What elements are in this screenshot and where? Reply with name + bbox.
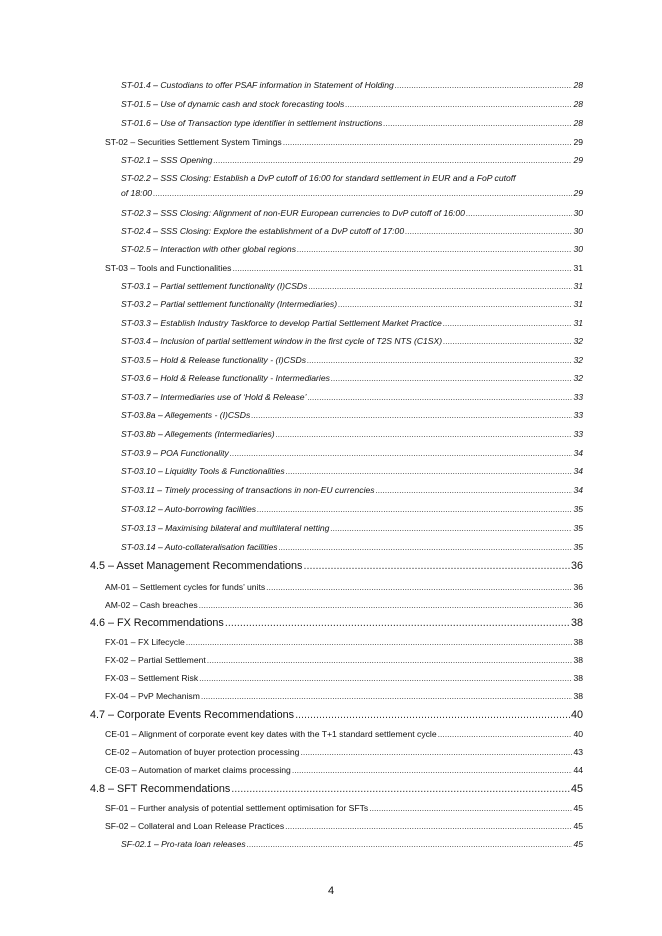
toc-leader bbox=[383, 118, 572, 128]
toc-entry[interactable] bbox=[0, 99, 662, 109]
toc-entry-page: 36 bbox=[570, 560, 583, 572]
toc-entry-page: 38 bbox=[573, 673, 583, 683]
toc-entry-page: 31 bbox=[573, 299, 583, 309]
toc-entry[interactable] bbox=[0, 803, 662, 813]
toc-entry-page: 45 bbox=[573, 821, 583, 831]
toc-entry[interactable] bbox=[0, 80, 662, 90]
toc-entry-title: ST-01.6 – Use of Transaction type identifier in settlement instructions bbox=[121, 118, 383, 128]
toc-entry-page: 33 bbox=[573, 429, 583, 439]
toc-entry-title: ST-03.10 – Liquidity Tools & Functionalities bbox=[121, 466, 285, 476]
toc-entry[interactable] bbox=[0, 208, 662, 218]
toc-entry-title: 4.7 – Corporate Events Recommendations bbox=[90, 709, 295, 721]
toc-entry-title: FX-03 – Settlement Risk bbox=[105, 673, 199, 683]
toc-section-heading[interactable] bbox=[0, 560, 662, 572]
toc-entry-page: 35 bbox=[573, 504, 583, 514]
toc-entry-page: 34 bbox=[573, 466, 583, 476]
toc-entry[interactable] bbox=[0, 226, 662, 236]
toc-leader bbox=[330, 523, 572, 533]
toc-entry-title: ST-03.13 – Maximising bilateral and multilateral netting bbox=[121, 523, 330, 533]
toc-leader bbox=[376, 485, 573, 495]
toc-entry-title: ST-03.8b – Allegements (Intermediaries) bbox=[121, 429, 275, 439]
toc-entry-page: 34 bbox=[573, 485, 583, 495]
toc-entry-title: SF-02.1 – Pro-rata loan releases bbox=[121, 839, 246, 849]
toc-entry[interactable] bbox=[0, 821, 662, 831]
toc-leader bbox=[300, 747, 572, 757]
toc-entry-page: 36 bbox=[573, 600, 583, 610]
toc-entry-page: 40 bbox=[573, 729, 583, 739]
toc-leader bbox=[345, 99, 572, 109]
toc-leader bbox=[207, 655, 573, 665]
toc-leader bbox=[466, 208, 573, 218]
toc-entry[interactable] bbox=[0, 429, 662, 439]
toc-entry-page: 30 bbox=[573, 226, 583, 236]
toc-entry-title: ST-03 – Tools and Functionalities bbox=[105, 263, 232, 273]
toc-entry-page: 29 bbox=[573, 188, 583, 198]
toc-entry-page: 38 bbox=[573, 637, 583, 647]
toc-entry[interactable] bbox=[0, 281, 662, 291]
toc-entry-title: ST-03.8a – Allegements - (I)CSDs bbox=[121, 410, 251, 420]
toc-entry-title: CE-02 – Automation of buyer protection processing bbox=[105, 747, 300, 757]
toc-entry-title: ST-03.6 – Hold & Release functionality - Intermediaries bbox=[121, 373, 330, 383]
toc-entry-title: ST-03.4 – Inclusion of partial settlement window in the first cycle of T2S NTS (C1SX) bbox=[121, 336, 443, 346]
toc-leader bbox=[308, 281, 572, 291]
toc-entry-continuation bbox=[121, 188, 583, 198]
toc-leader bbox=[395, 80, 573, 90]
toc-entry-page: 28 bbox=[573, 99, 583, 109]
toc-entry-title: 4.8 – SFT Recommendations bbox=[90, 783, 231, 795]
toc-entry-page: 38 bbox=[570, 617, 583, 629]
toc-entry[interactable] bbox=[0, 244, 662, 254]
toc-leader bbox=[225, 617, 570, 629]
toc-entry-page: 38 bbox=[573, 691, 583, 701]
toc-entry[interactable] bbox=[0, 765, 662, 775]
toc-leader bbox=[153, 188, 572, 198]
toc-entry-title: ST-03.11 – Timely processing of transactions in non-EU currencies bbox=[121, 485, 375, 495]
toc-entry[interactable] bbox=[0, 485, 662, 495]
toc-leader bbox=[438, 729, 573, 739]
toc-entry[interactable] bbox=[0, 582, 662, 592]
toc-leader bbox=[331, 373, 573, 383]
toc-entry-page: 32 bbox=[573, 355, 583, 365]
toc-leader bbox=[213, 155, 572, 165]
toc-entry-page: 31 bbox=[573, 318, 583, 328]
toc-entry-page: 30 bbox=[573, 208, 583, 218]
toc-section-heading[interactable] bbox=[0, 783, 662, 795]
toc-entry-page: 32 bbox=[573, 336, 583, 346]
toc-entry-page: 35 bbox=[573, 523, 583, 533]
toc-entry-title: SF-02 – Collateral and Loan Release Practices bbox=[105, 821, 285, 831]
toc-entry[interactable] bbox=[0, 655, 662, 665]
toc-entry-page: 30 bbox=[573, 244, 583, 254]
toc-entry-title: ST-02.1 – SSS Opening bbox=[121, 155, 213, 165]
toc-entry-title: ST-02.3 – SSS Closing: Alignment of non-EUR European currencies to DvP cutoff of 16:00 bbox=[121, 208, 465, 218]
toc-leader bbox=[286, 466, 573, 476]
toc-entry-page: 38 bbox=[573, 655, 583, 665]
toc-entry[interactable] bbox=[0, 523, 662, 533]
toc-entry[interactable] bbox=[0, 336, 662, 346]
toc-leader bbox=[257, 504, 572, 514]
toc-entry[interactable] bbox=[0, 691, 662, 701]
toc-entry[interactable] bbox=[0, 448, 662, 458]
toc-entry[interactable] bbox=[0, 466, 662, 476]
toc-entry[interactable] bbox=[0, 299, 662, 309]
toc-leader bbox=[266, 582, 572, 592]
toc-entry-title: FX-04 – PvP Mechanism bbox=[105, 691, 200, 701]
toc-entry-title: 4.5 – Asset Management Recommendations bbox=[90, 560, 303, 572]
toc-leader bbox=[308, 392, 573, 402]
toc-entry-title: ST-03.9 – POA Functionality bbox=[121, 448, 229, 458]
toc-leader bbox=[251, 410, 572, 420]
toc-entry-page: 45 bbox=[573, 839, 583, 849]
toc-entry-page: 43 bbox=[573, 747, 583, 757]
toc-entry-title: CE-01 – Alignment of corporate event key dates with the T+1 standard settlement cycle bbox=[105, 729, 437, 739]
toc-entry[interactable] bbox=[0, 118, 662, 128]
toc-entry[interactable] bbox=[0, 392, 662, 402]
toc-leader bbox=[232, 263, 572, 273]
toc-entry-title: SF-01 – Further analysis of potential settlement optimisation for SFTs bbox=[105, 803, 369, 813]
toc-section-heading[interactable] bbox=[0, 709, 662, 721]
toc-entry-page: 33 bbox=[573, 392, 583, 402]
toc-entry-title: AM-01 – Settlement cycles for funds’ units bbox=[105, 582, 266, 592]
toc-entry-page: 36 bbox=[573, 582, 583, 592]
toc-entry[interactable] bbox=[0, 355, 662, 365]
toc-entry-title: ST-03.7 – Intermediaries use of ‘Hold & Release’ bbox=[121, 392, 307, 402]
toc-entry-title: FX-01 – FX Lifecycle bbox=[105, 637, 185, 647]
toc-entry-title: ST-02.5 – Interaction with other global regions bbox=[121, 244, 297, 254]
toc-entry-page: 28 bbox=[573, 80, 583, 90]
toc-entry[interactable] bbox=[0, 747, 662, 757]
toc-leader bbox=[279, 542, 573, 552]
toc-entry[interactable] bbox=[0, 839, 662, 849]
toc-entry-page: 33 bbox=[573, 410, 583, 420]
toc-entry-page: 44 bbox=[573, 765, 583, 775]
toc-entry[interactable] bbox=[0, 410, 662, 420]
toc-entry[interactable] bbox=[0, 504, 662, 514]
toc-entry[interactable] bbox=[0, 263, 662, 273]
toc-leader bbox=[307, 355, 572, 365]
toc-entry-title-continued: of 18:00 bbox=[121, 188, 153, 198]
toc-entry[interactable] bbox=[0, 729, 662, 739]
toc-leader bbox=[303, 560, 570, 572]
toc-entry-page: 28 bbox=[573, 118, 583, 128]
toc-entry-title: ST-02.4 – SSS Closing: Explore the establishment of a DvP cutoff of 17:00 bbox=[121, 226, 405, 236]
toc-entry-page: 34 bbox=[573, 448, 583, 458]
toc-leader bbox=[443, 318, 573, 328]
toc-entry[interactable] bbox=[0, 155, 662, 165]
toc-entry[interactable] bbox=[0, 637, 662, 647]
toc-entry-title: ST-03.1 – Partial settlement functionality (I)CSDs bbox=[121, 281, 308, 291]
toc-entry-title: ST-03.5 – Hold & Release functionality - (I)CSDs bbox=[121, 355, 307, 365]
toc-entry[interactable] bbox=[0, 373, 662, 383]
toc-entry-page: 31 bbox=[573, 281, 583, 291]
page-number: 4 bbox=[327, 885, 335, 897]
toc-entry-page: 29 bbox=[573, 137, 583, 147]
toc-entry-title: ST-02 – Securities Settlement System Timings bbox=[105, 137, 282, 147]
toc-entry-title: ST-03.12 – Auto-borrowing facilities bbox=[121, 504, 257, 514]
toc-entry[interactable] bbox=[0, 673, 662, 683]
toc-entry-title: ST-03.3 – Establish Industry Taskforce to develop Partial Settlement Market Practice bbox=[121, 318, 442, 328]
toc-entry-page: 32 bbox=[573, 373, 583, 383]
toc-leader bbox=[247, 839, 573, 849]
toc-entry[interactable] bbox=[121, 173, 583, 198]
toc-leader bbox=[199, 600, 573, 610]
toc-leader bbox=[186, 637, 573, 647]
toc-leader bbox=[369, 803, 572, 813]
toc-entry-page: 45 bbox=[573, 803, 583, 813]
toc-entry-title: 4.6 – FX Recommendations bbox=[90, 617, 224, 629]
toc-entry-page: 35 bbox=[573, 542, 583, 552]
toc-entry[interactable] bbox=[0, 137, 662, 147]
toc-leader bbox=[338, 299, 572, 309]
toc-entry-page: 40 bbox=[570, 709, 583, 721]
toc-entry-title: ST-01.5 – Use of dynamic cash and stock forecasting tools bbox=[121, 99, 345, 109]
toc-entry-title: ST-03.2 – Partial settlement functionality (Intermediaries) bbox=[121, 299, 338, 309]
toc-leader bbox=[283, 137, 573, 147]
toc-leader bbox=[231, 783, 570, 795]
toc-leader bbox=[199, 673, 572, 683]
toc-leader bbox=[201, 691, 573, 701]
toc-entry-title: FX-02 – Partial Settlement bbox=[105, 655, 206, 665]
toc-leader bbox=[295, 709, 570, 721]
toc-entry-title: ST-01.4 – Custodians to offer PSAF information in Statement of Holding bbox=[121, 80, 394, 90]
toc-entry-title: ST-02.2 – SSS Closing: Establish a DvP cutoff of 16:00 for standard settlement in EUR and a FoP cutoff bbox=[121, 173, 516, 183]
toc-entry-title: AM-02 – Cash breaches bbox=[105, 600, 198, 610]
toc-leader bbox=[276, 429, 573, 439]
toc-entry[interactable] bbox=[0, 542, 662, 552]
toc-entry[interactable] bbox=[0, 318, 662, 328]
toc-leader bbox=[292, 765, 573, 775]
toc-leader bbox=[405, 226, 572, 236]
toc-entry[interactable] bbox=[0, 600, 662, 610]
toc-leader bbox=[285, 821, 572, 831]
toc-entry-page: 29 bbox=[573, 155, 583, 165]
toc-section-heading[interactable] bbox=[0, 617, 662, 629]
toc-entry-page: 31 bbox=[573, 263, 583, 273]
toc-leader bbox=[443, 336, 572, 346]
toc-leader bbox=[297, 244, 572, 254]
toc-leader bbox=[230, 448, 573, 458]
toc-entry-title: ST-03.14 – Auto-collateralisation facilities bbox=[121, 542, 278, 552]
toc-entry-page: 45 bbox=[570, 783, 583, 795]
toc-entry-title: CE-03 – Automation of market claims processing bbox=[105, 765, 291, 775]
